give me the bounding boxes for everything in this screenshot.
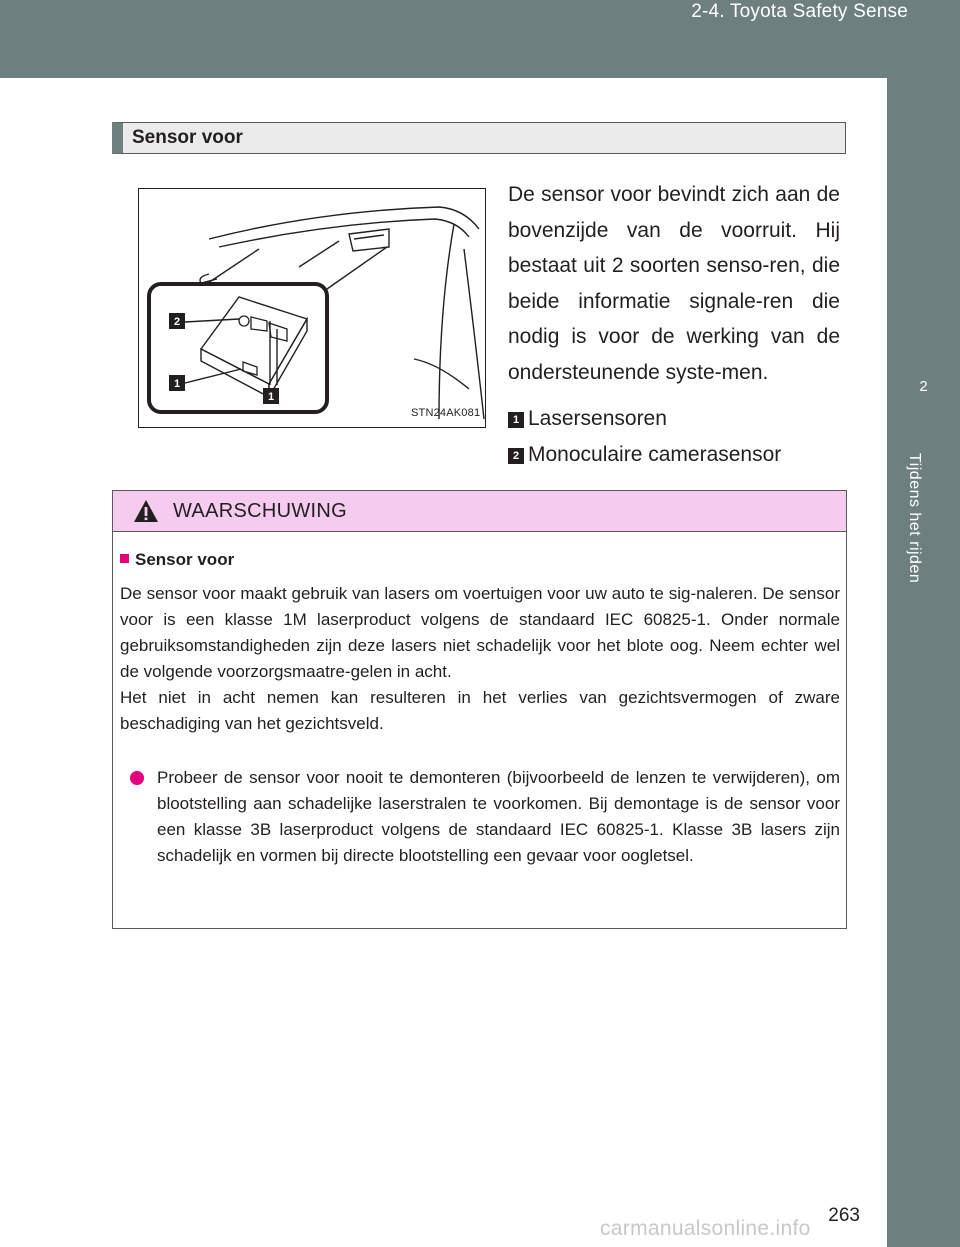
warning-paragraph-2: Het niet in acht nemen kan resulteren in het verlies van gezichtsvermogen of zware beschadiging van het gezichtsveld. bbox=[120, 688, 840, 733]
warning-header bbox=[113, 491, 846, 532]
warning-bullet bbox=[157, 765, 840, 869]
legend-number: 1 bbox=[508, 412, 524, 428]
warning-title: WAARSCHUWING bbox=[173, 500, 347, 522]
square-bullet-icon bbox=[120, 554, 129, 563]
header-bar bbox=[0, 0, 960, 78]
callout-2: 2 bbox=[173, 316, 181, 328]
warning-paragraph bbox=[120, 581, 840, 737]
circle-bullet-icon bbox=[130, 771, 144, 785]
warning-subheading-text: Sensor voor bbox=[135, 550, 235, 569]
legend-number: 2 bbox=[508, 448, 524, 464]
side-tab-chapter-number: 2 bbox=[887, 342, 960, 435]
watermark: carmanualsonline.info bbox=[600, 1217, 811, 1240]
section-title: Sensor voor bbox=[132, 127, 243, 148]
warning-subheading bbox=[120, 550, 234, 570]
section-header bbox=[112, 122, 846, 154]
callout-1-right: 1 bbox=[267, 391, 275, 403]
warning-box bbox=[112, 490, 847, 929]
side-tab-label: Tijdens het rijden bbox=[906, 453, 923, 584]
warning-bullet-text: Probeer de sensor voor nooit te demonteren (bijvoorbeeld de lenzen te verwijderen), om blootstelling aan schadelijke laserstralen te voorkomen. Bij demontage is de sensor voor een klasse 3B laserproduct volgens de standaard IEC 60825-1. Klasse 3B lasers zijn schadelijk en vormen bij directe blootstelling een gevaar voor oogletsel. bbox=[157, 768, 840, 865]
side-tab-top bbox=[887, 78, 960, 342]
side-tab-chapter bbox=[887, 435, 960, 1247]
windshield-sensor-drawing bbox=[139, 189, 486, 428]
intro-paragraph: De sensor voor bevindt zich aan de bovenzijde van de voorruit. Hij bestaat uit 2 soorten senso-ren, die beide informatie signale-ren die nodig is voor de werking van de ondersteunende syste-men. bbox=[508, 183, 840, 384]
legend-label: Lasersensoren bbox=[528, 407, 667, 430]
legend-item-camera bbox=[508, 443, 781, 467]
figure-code: STN24AK081 bbox=[411, 407, 481, 419]
legend-label: Monoculaire camerasensor bbox=[528, 443, 782, 466]
warning-paragraph-1: De sensor voor maakt gebruik van lasers om voertuigen voor uw auto te sig-naleren. De sensor voor is een klasse 1M laserproduct volgens de standaard IEC 60825-1. Onder normale gebruiksomstandigheden zijn deze lasers niet schadelijk voor het blote oog. Neem echter wel de volgende voorzorgsmaatre-gelen in acht. bbox=[120, 584, 840, 681]
callout-1-left: 1 bbox=[173, 378, 181, 390]
page-number: 263 bbox=[828, 1205, 860, 1226]
header-title: 2-4. Toyota Safety Sense bbox=[691, 1, 908, 22]
warning-triangle-icon bbox=[133, 499, 159, 523]
sensor-illustration bbox=[138, 188, 486, 428]
legend-item-laser bbox=[508, 407, 667, 431]
